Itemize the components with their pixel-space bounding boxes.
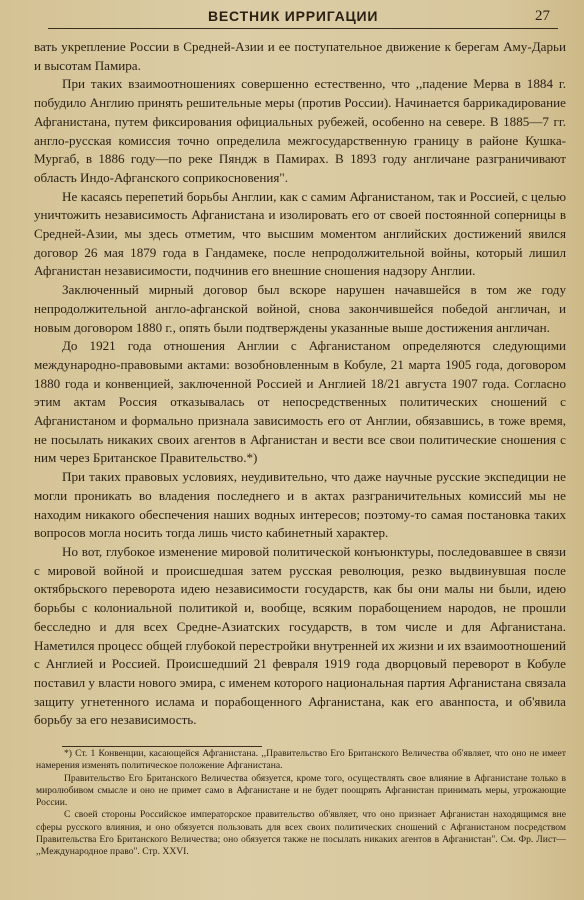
paragraph: Заключенный мирный договор был вскоре нарушен начавшейся в том же году непродолжительной англо-афганской войной, снова закончившейся победой англичан, и новым договором 1880 г., опять были подтверждены указанные выше достижения англичан. [34, 282, 566, 335]
footnote-paragraph: *) Ст. 1 Конвенции, касающейся Афганистана. ,,Правительство Его Британского Величества об'являет, что оно не имеет намерения изменять политическое положение Афганистана. [36, 748, 566, 772]
paragraph: Не касаясь перепетий борьбы Англии, как с самим Афганистаном, так и Россией, с целью уничтожить независимость Афганистана и изолировать его от своей постоянной соперницы в Средней-Азии, мы здесь отметим, что высшим моментом английских достижений явился договор 26 мая 1879 года в Гандамеке, после непродолжительной войны, который лишил Афганистан независимости, подчинив его внешние сношения надзору Англии. [34, 188, 566, 279]
journal-title: ВЕСТНИК ИРРИГАЦИИ [208, 8, 379, 24]
paragraph: До 1921 года отношения Англии с Афганистаном определяются следующими международно-правовыми актами: возобновленным в Кобуле, 21 марта 1905 года, договором 1880 года и конвенцией, заключенной Россией и Англией 18/21 августа 1907 года. Согласно этим актам Россия отказывалась от непосредственных политических сношений с Афганистаном и формально признала зависимость его от Англии, обязавшись, в тоже время, не посылать никаких своих агентов в Афганистан и вести все свои политические сношения с ним через Британское Правительство.*) [34, 338, 566, 466]
paragraph: вать укрепление России в Средней-Азии и ее поступательное движение к берегам Аму-Дарьи и высотам Памира. [34, 39, 566, 73]
page-number: 27 [535, 8, 550, 24]
footnote-paragraph: С своей стороны Российское императорское правительство об'являет, что оно признает Афганистан находящимся вне сферы русского влияния, и оно обязуется пользовать для всех своих политических сношений с Афганистаном посредством Правительства Его Британского Величества; оно обязуется также не посылать никаких агентов в Афганистан". См. Фр. Лист— ,,Международное право". Стр. XXVI. [36, 809, 566, 858]
footnotes [36, 748, 566, 859]
paragraph: При таких правовых условиях, неудивительно, что даже научные русские экспедиции не могли проникать во владения последнего и в актах разграничительных комиссий мы не находим никакого обеспечения наших водных интересов; поэтому-то самая постановка таких вопросов могла носить тогда лишь чисто кабинетный характер. [34, 469, 566, 541]
running-header [48, 6, 558, 29]
paragraph: Но вот, глубокое изменение мировой политической конъюнктуры, последовавшее в связи с мировой войной и происшедшая затем русская революция, резко выдвинувшая после октябрьского переворота идею независимости государств, как бы они малы ни были, идею борьбы с колониальной политикой и, вообще, всяким порабощением народов, не прошли бесследно и для всех Средне-Азиатских государств, в том числе и для Афганистана. Наметился процесс общей глубокой перестройки внутренней их жизни и их взаимоотношений с Англией и Россией. Происшедший 21 февраля 1919 года дворцовый переворот в Кобуле поставил у власти нового эмира, с именем которого национальная партия Афганистана связала защиту угнетенного ислама и порабощенного Афганистана, как его аванпоста, и об'явила борьбу за его независимость. [34, 543, 566, 728]
paragraph: При таких взаимоотношениях совершенно естественно, что ,,падение Мерва в 1884 г. побудило Англию принять решительные меры (против России). Начинается баррикадирование Афганистана, путем фиксирования официальных рубежей, особенно на севере. В 1885—7 гг. англо-русская комиссия точно определила межгосударственную границу в районе Кушка-Мургаб, в 1886 году—по реке Пяндж в Памирах. В 1893 году англичане разграничивают область Индо-Афганского соприкосновения". [34, 76, 566, 185]
article-body [34, 38, 566, 730]
footnote-paragraph: Правительство Его Британского Величества обязуется, кроме того, осуществлять свое влияние в Афганистане только в миролюбивом смысле и оно не примет само в Афганистане и не будет поощрять Афганистан принимать меры, угрожающие России. [36, 772, 566, 809]
footnote-divider [62, 746, 262, 747]
